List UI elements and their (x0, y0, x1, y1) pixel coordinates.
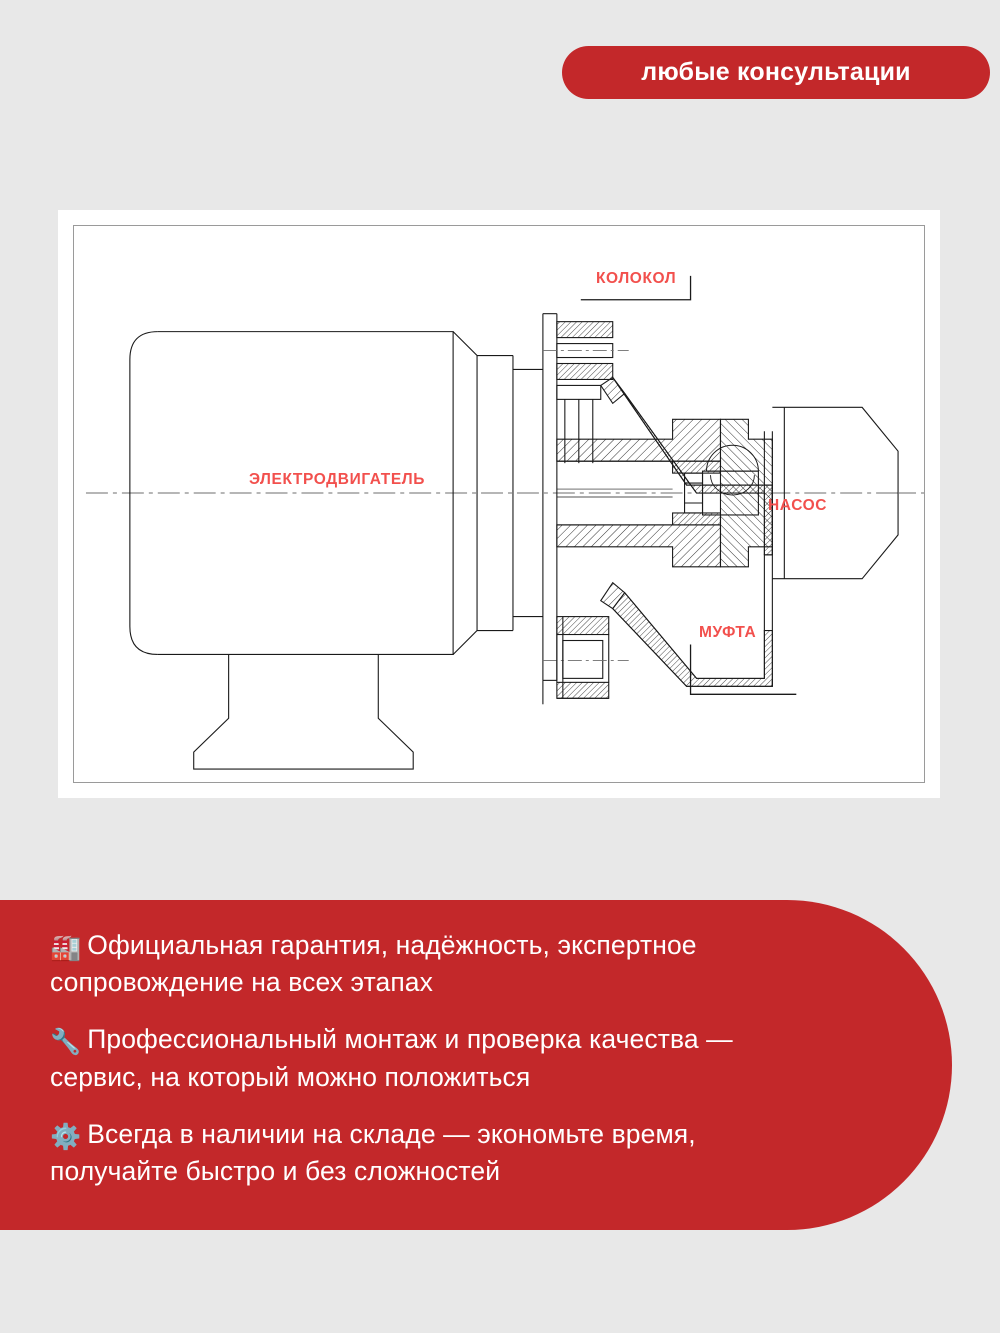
label-bell-housing: КОЛОКОЛ (596, 270, 677, 287)
benefits-list (50, 928, 830, 1189)
label-coupling: МУФТА (699, 624, 757, 641)
technical-drawing-card (58, 210, 940, 798)
factory-building-icon: 🏭 (50, 934, 82, 962)
drawing-frame (73, 225, 925, 783)
benefit-text: Всегда в наличии на складе — экономьте время, получайте быстро и без сложностей (50, 1118, 696, 1187)
benefit-item (50, 928, 830, 1000)
benefits-panel (0, 900, 952, 1230)
consultation-badge-label: любые консультации (641, 58, 911, 86)
benefit-item (50, 1022, 830, 1094)
gear-icon: ⚙️ (50, 1122, 82, 1151)
label-pump: НАСОС (768, 497, 828, 514)
wrench-icon: 🔧 (50, 1028, 82, 1057)
consultation-badge[interactable] (562, 46, 990, 99)
label-electric-motor: ЭЛЕКТРОДВИГАТЕЛЬ (249, 471, 425, 488)
benefit-item (50, 1117, 830, 1189)
benefit-text: Официальная гарантия, надёжность, экспертное сопровождение на всех этапах (50, 930, 697, 998)
benefit-text: Профессиональный монтаж и проверка качества — сервис, на который можно положиться (50, 1024, 733, 1092)
